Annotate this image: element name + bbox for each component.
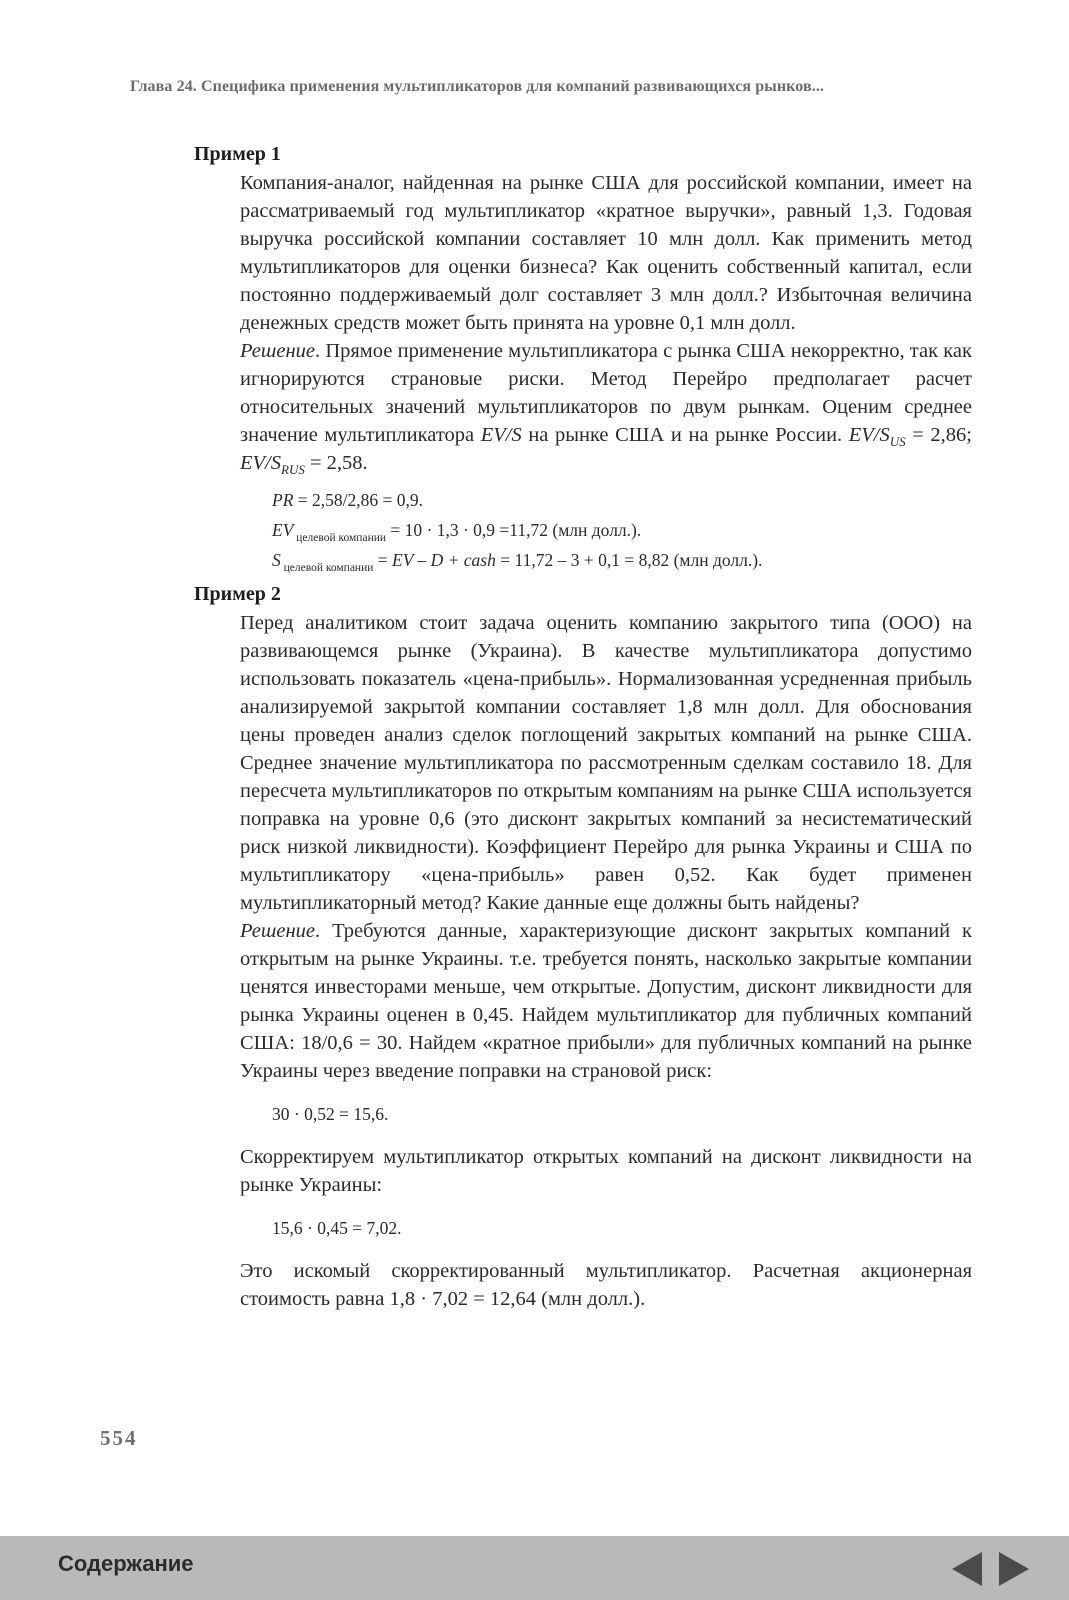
formula-country-risk: 30 · 0,52 = 15,6. <box>272 1104 389 1124</box>
solution-text-2: на рынке США и на рынке России. <box>521 424 849 446</box>
formula-s <box>272 545 972 575</box>
footer-navigation-bar <box>0 1536 1069 1600</box>
formula-ev-subscript: целевой компании <box>293 532 387 544</box>
formula-pr-lhs: PR <box>272 490 294 510</box>
formula-s-subscript: целевой компании <box>280 562 374 574</box>
ev-s-us-lhs: EV/S <box>848 424 890 446</box>
multiplier-name: EV/S <box>480 424 522 446</box>
formula-pr-rhs: = 2,58/2,86 = 0,9. <box>293 490 423 510</box>
formula-s-rhs: = 11,72 – 3 + 0,1 = 8,82 (млн долл.). <box>495 550 763 570</box>
ev-s-rus-subscript: RUS <box>281 462 305 477</box>
example-2-title: Пример 2 <box>194 583 281 605</box>
example-2-paragraph-3: Это искомый скорректированный мультипликатор. Расчетная акционерная стоимость равна 1,8 · 7,02 = 12,64 (млн долл.). <box>240 1260 972 1310</box>
solution-label: Решение <box>240 920 315 942</box>
ev-s-rus-value: = 2,58. <box>304 452 368 474</box>
ev-s-us-value: = 2,86; <box>905 424 972 446</box>
table-of-contents-link[interactable]: Содержание <box>58 1551 194 1576</box>
next-page-icon[interactable] <box>999 1552 1029 1586</box>
previous-page-icon[interactable] <box>952 1552 982 1586</box>
example-2-solution <box>240 917 972 1085</box>
example-1-body <box>240 169 972 575</box>
formula-s-expr: EV – D + cash <box>392 550 496 570</box>
solution-label: Решение <box>240 340 315 362</box>
example-1-task: Компания-аналог, найденная на рынке США для российской компании, имеет на рассматриваемый год мультипликатор «кратное выручки», равный 1,3. Годовая выручка российской компании составляет 10 млн долл. Как применить метод мультипликаторов для оценки бизнеса? Как оценить собственный капитал, если постоянно поддерживаемый долг составляет 3 млн долл.? Избыточная величина денежных средств может быть принята на уровне 0,1 млн долл. <box>240 172 972 334</box>
formula-pr <box>272 485 972 515</box>
formula-liquidity: 15,6 · 0,45 = 7,02. <box>272 1218 402 1238</box>
example-1-title: Пример 1 <box>194 143 281 165</box>
page-number: 554 <box>100 1426 138 1450</box>
running-header: Глава 24. Специфика применения мультипликаторов для компаний развивающихся рынков... <box>130 78 825 95</box>
example-2-task: Перед аналитиком стоит задача оценить компанию закрытого типа (ООО) на развивающемся рынке (Украина). В качестве мультипликатора допустимо использовать показатель «цена-прибыль». Нормализованная усредненная прибыль анализируемой закрытой компании составляет 1,8 млн долл. Для обоснования цены проведен анализ сделок поглощений закрытых компаний на рынке США. Среднее значение мультипликатора по рассмотренным сделкам составило 18. Для пересчета мультипликаторов по открытым компаниям на рынке США используется поправка на уровне 0,6 (это дисконт закрытых компаний за несистематический риск низкой ликвидности). Коэффициент Перейро для рынка Украины и США по мультипликатору «цена-прибыль» равен 0,52. Как будет применен мультипликаторный метод? Какие данные еще должны быть найдены? <box>240 612 972 914</box>
example-2-body <box>240 609 972 1313</box>
ev-s-rus-lhs: EV/S <box>240 452 281 474</box>
formula-ev <box>272 515 972 545</box>
formula-s-eq: = <box>373 550 393 570</box>
solution-text: . Прямое применение мультипликатора с рынка США некорректно, так как игнорируются страновые риски. Метод Перейро предполагает расчет относительных значений мультипликаторов по двум рынкам. Оценим среднее значение мультипликатора <box>240 340 972 446</box>
example-2-paragraph-2: Скорректируем мультипликатор открытых компаний на дисконт ликвидности на рынке Украины: <box>240 1146 972 1196</box>
ev-s-us-subscript: US <box>889 434 906 449</box>
page-content <box>194 143 972 1313</box>
formula-s-lhs: S <box>272 550 281 570</box>
solution-text: . Требуются данные, характеризующие дисконт закрытых компаний к открытым на рынке Украины. т.е. требуется понять, насколько закрытые компании ценятся инвесторами меньше, чем открытые. Допустим, дисконт ликвидности для рынка Украины оценен в 0,45. Найдем мультипликатор для публичных компаний США: 18/0,6 = 30. Найдем «кратное прибыли» для публичных компаний на рынке Украины через введение поправки на страновой риск: <box>240 920 972 1082</box>
formula-ev-lhs: EV <box>272 520 294 540</box>
formula-ev-rhs: = 10 · 1,3 · 0,9 =11,72 (млн долл.). <box>386 520 642 540</box>
example-1-solution <box>240 337 972 477</box>
